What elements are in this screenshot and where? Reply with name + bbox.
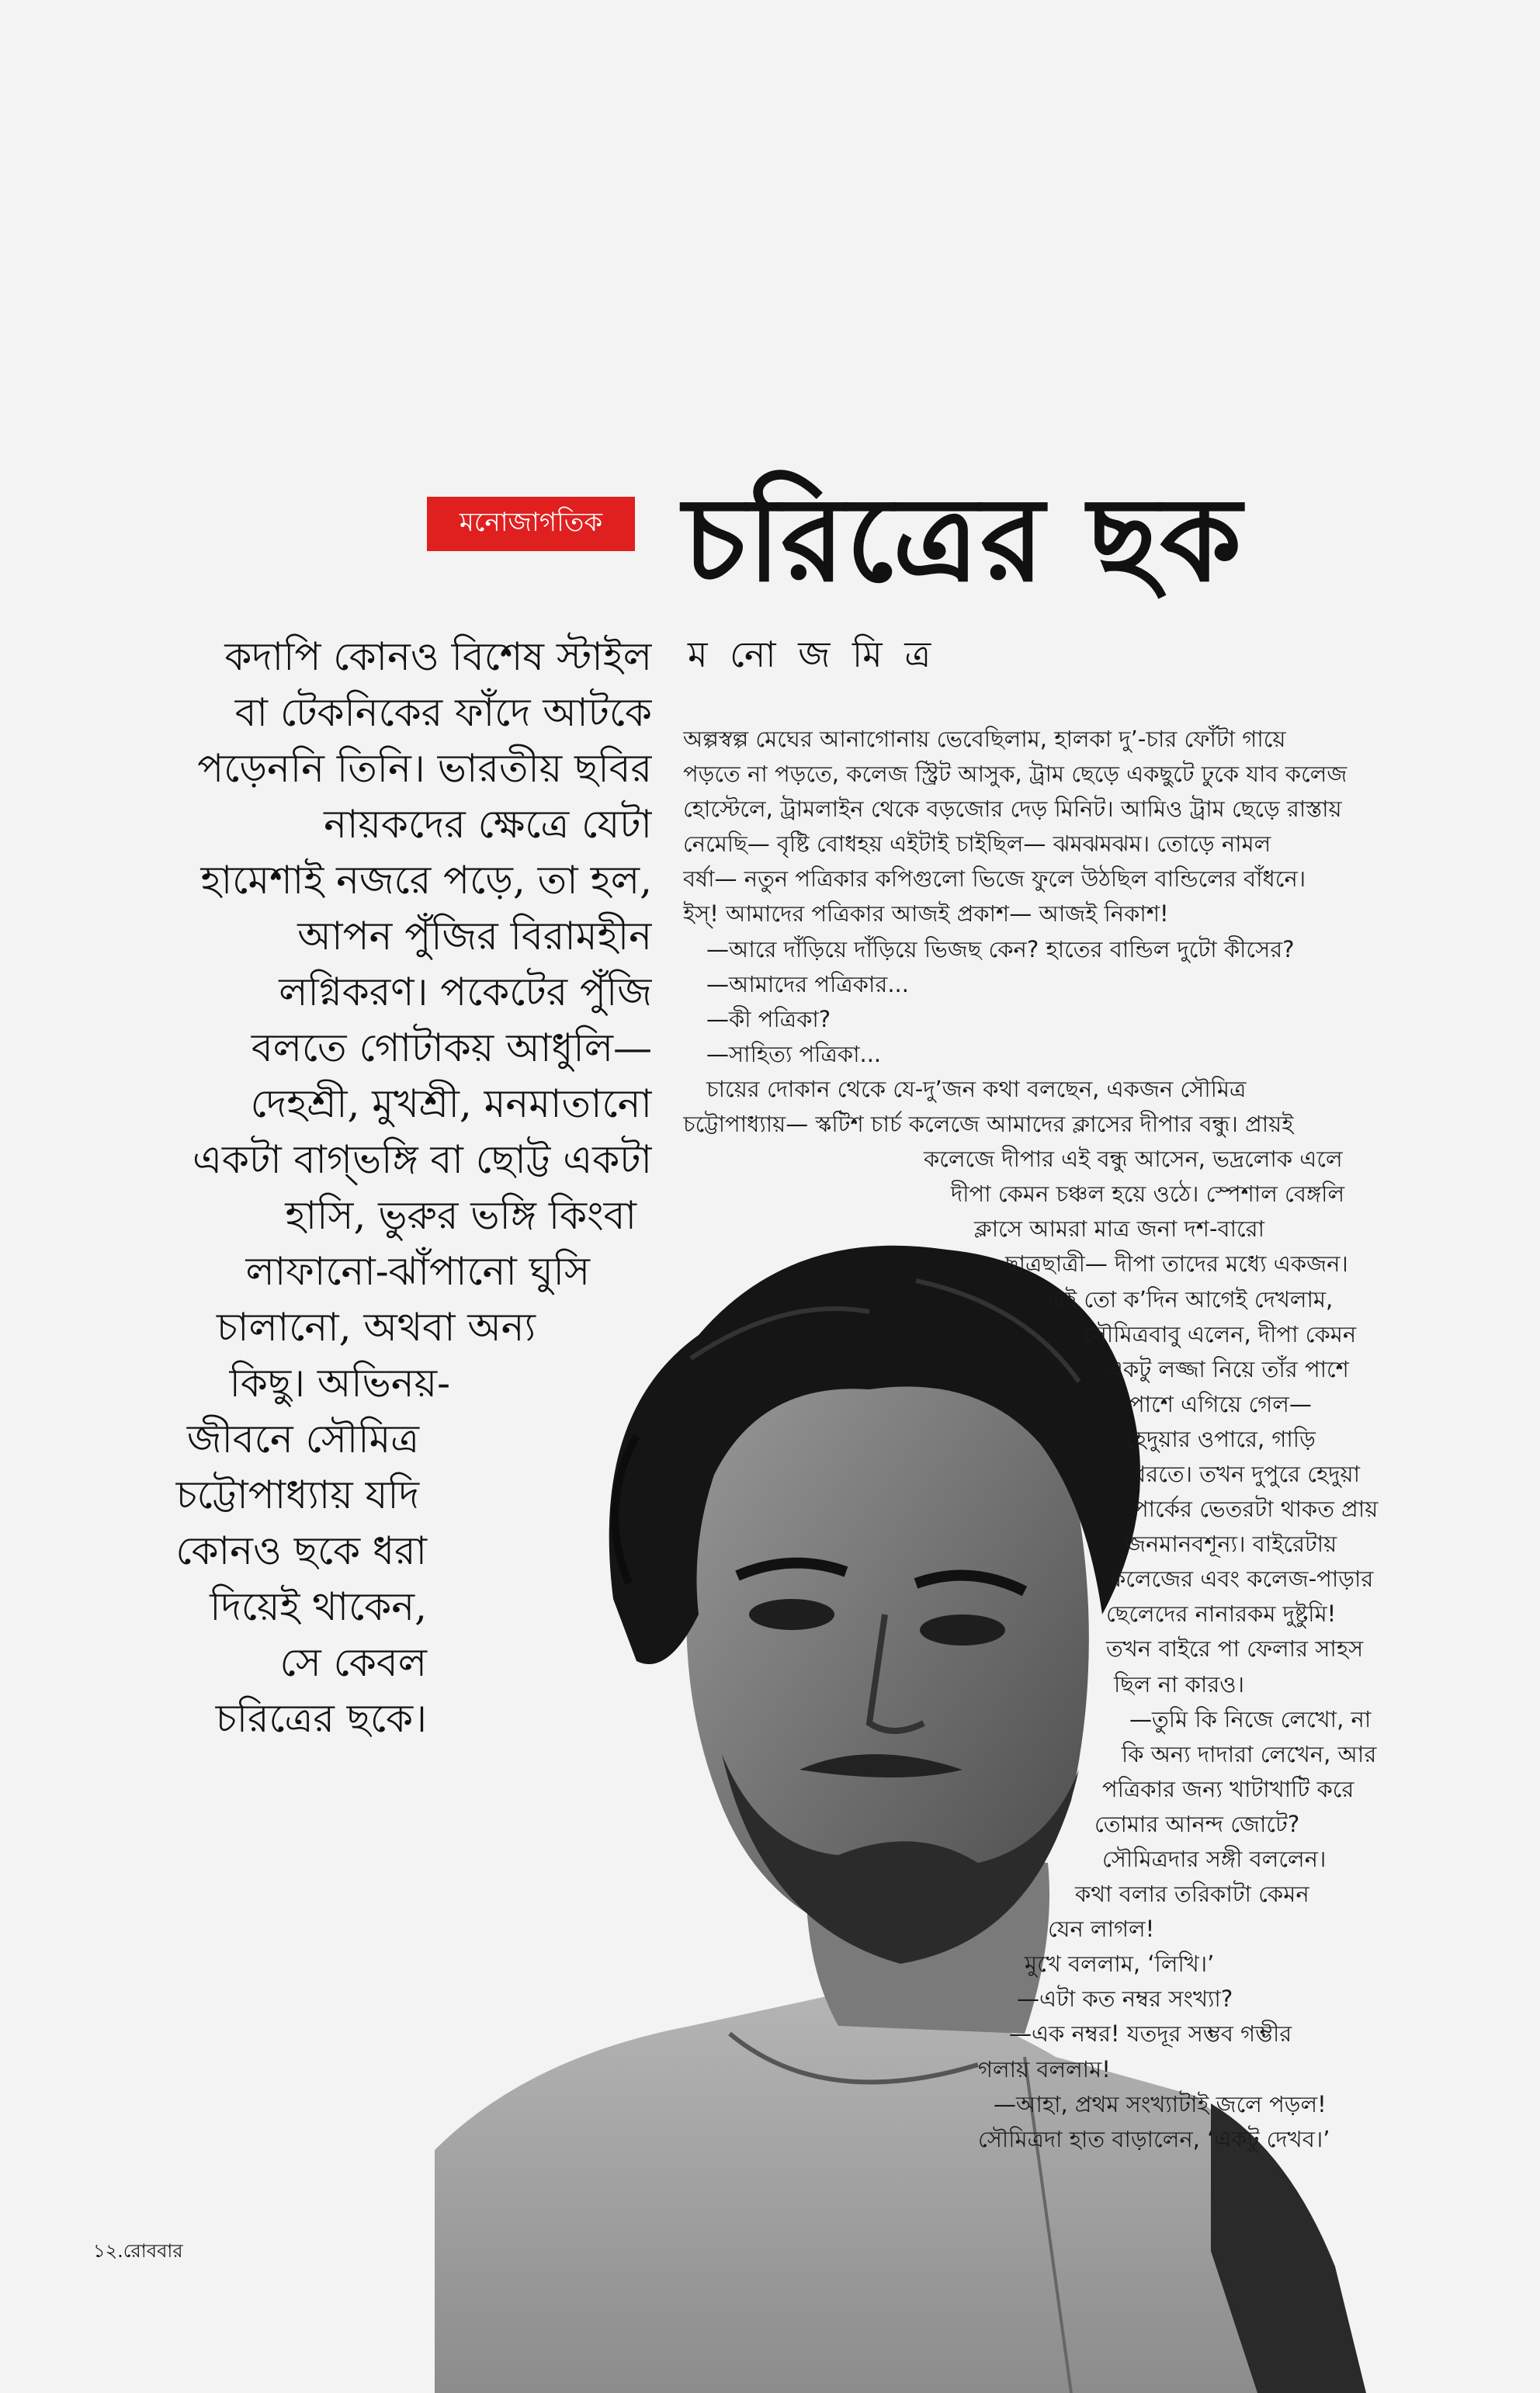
- body-line: মুখে বললাম, ‘লিখি।’: [1025, 1951, 1215, 1978]
- article-title: চরিত্রের ছক: [683, 471, 1243, 608]
- body-line: জনমানবশূন্য। বাইরেটায়: [1126, 1531, 1337, 1558]
- page-folio: ১২.রোববার: [93, 2240, 183, 2262]
- pull-quote-line: পড়েননি তিনি। ভারতীয় ছবির: [197, 746, 652, 791]
- pull-quote-line: আপন পুঁজির বিরামহীন: [297, 914, 652, 959]
- pull-quote-line: সে কেবল: [279, 1640, 427, 1685]
- body-line: —এটা কত নম্বর সংখ্যা?: [1017, 1985, 1233, 2013]
- pull-quote-line: কোনও ছকে ধরা: [175, 1528, 427, 1573]
- pull-quote-line: হাসি, ভুরুর ভঙ্গি কিংবা: [285, 1193, 636, 1238]
- pull-quote-line: কিছু। অভিনয়-: [229, 1361, 450, 1406]
- body-line: অল্পস্বল্প মেঘের আনাগোনায় ভেবেছিলাম, হালকা দু’-চার ফোঁটা গায়ে: [683, 726, 1286, 752]
- pull-quote-line: দিয়েই থাকেন,: [210, 1584, 427, 1629]
- body-line: নেমেছি— বৃষ্টি বোধহয় এইটাই চাইছিল— ঝমঝমঝম। তোড়ে নামল: [683, 831, 1271, 858]
- pull-quote-line: বলতে গোটাকয় আধুলি—: [251, 1025, 652, 1070]
- section-tag: মনোজাগতিক: [427, 497, 635, 551]
- body-line: ছিল না কারও।: [1114, 1670, 1244, 1698]
- body-line: ছাত্রছাত্রী— দীপা তাদের মধ্যে একজন।: [1005, 1250, 1348, 1278]
- body-line: পত্রিকার জন্য খাটাখাটি করে: [1102, 1775, 1354, 1802]
- pull-quote-line: জীবনে সৌমিত্র: [186, 1417, 419, 1462]
- body-line: ক্লাসে আমরা মাত্র জনা দশ-বারো: [974, 1216, 1264, 1243]
- body-line: —কী পত্রিকা?: [706, 1005, 831, 1032]
- body-line: দীপা কেমন চঞ্চল হয়ে ওঠে। স্পেশাল বেঙ্গলি: [951, 1181, 1345, 1208]
- pull-quote-line: লাফানো-ঝাঁপানো ঘুসি: [245, 1249, 590, 1294]
- pull-quote-line: চরিত্রের ছকে।: [215, 1696, 427, 1741]
- body-line: —আমাদের পত্রিকার...: [706, 970, 909, 997]
- pull-quote-line: চালানো, অথবা অন্য: [216, 1305, 536, 1350]
- body-line: চট্টোপাধ্যায়— স্কটিশ চার্চ কলেজে আমাদের ক্লাসের দীপার বন্ধু। প্রায়ই: [683, 1111, 1294, 1138]
- pull-quote: [124, 629, 652, 1824]
- body-line: কথা বলার তরিকাটা কেমন: [1075, 1881, 1309, 1908]
- body-line: চায়ের দোকান থেকে যে-দু’জন কথা বলছেন, একজন সৌমিত্র: [706, 1075, 1247, 1102]
- body-line: কি অন্য দাদারা লেখেন, আর: [1122, 1740, 1377, 1767]
- author-byline: ম নো জ মি ত্র: [688, 633, 931, 675]
- pull-quote-line: লগ্নিকরণ। পকেটের পুঁজি: [279, 969, 652, 1014]
- body-line: ধরতে। তখন দুপুরে হেদুয়া: [1133, 1460, 1361, 1487]
- pull-quote-line: চট্টোপাধ্যায় যদি: [175, 1472, 419, 1517]
- body-line: —সাহিত্য পত্রিকা...: [706, 1040, 882, 1067]
- pull-quote-line: নায়কদের ক্ষেত্রে যেটা: [324, 802, 652, 847]
- body-line: একটু লজ্জা নিয়ে তাঁর পাশে: [1106, 1355, 1349, 1382]
- body-line: পার্কের ভেতরটা থাকত প্রায়: [1133, 1496, 1379, 1523]
- body-line: ছেলেদের নানারকম দুষ্টুমি!: [1106, 1601, 1337, 1628]
- body-line: ইস্‌! আমাদের পত্রিকার আজই প্রকাশ— আজই নিকাশ!: [683, 900, 1169, 928]
- body-line: সৌমিত্রদা হাত বাড়ালেন, ‘একটু দেখব।’: [978, 2125, 1330, 2152]
- body-line: —তুমি কি নিজে লেখো, না: [1129, 1705, 1372, 1732]
- body-line: কলেজে দীপার এই বন্ধু আসেন, ভদ্রলোক এলে: [924, 1146, 1343, 1173]
- pull-quote-line: বা টেকনিকের ফাঁদে আটকে: [234, 690, 652, 735]
- body-line: যেন লাগল!: [1048, 1916, 1155, 1943]
- pull-quote-line: হামেশাই নজরে পড়ে, তা হল,: [200, 858, 652, 903]
- body-line: এই তো ক’দিন আগেই দেখলাম,: [1048, 1285, 1334, 1313]
- body-line: তখন বাইরে পা ফেলার সাহস: [1106, 1635, 1364, 1663]
- pull-quote-line: কদাপি কোনও বিশেষ স্টাইল: [224, 634, 652, 679]
- body-line: —আরে দাঁড়িয়ে দাঁড়িয়ে ভিজছ কেন? হাতের বান্ডিল দুটো কীসের?: [706, 935, 1295, 962]
- body-line: সৌমিত্রদার সঙ্গী বললেন।: [1102, 1846, 1327, 1872]
- body-line: পাশে এগিয়ে গেল—: [1129, 1390, 1312, 1417]
- pull-quote-line: দেহশ্রী, মুখশ্রী, মনমাতানো: [250, 1081, 652, 1126]
- body-line: —এক নম্বর! যতদূর সম্ভব গম্ভীর: [1009, 2020, 1292, 2048]
- body-line: সৌমিত্রবাবু এলেন, দীপা কেমন: [1083, 1320, 1357, 1347]
- body-line: তোমার আনন্দ জোটে?: [1094, 1810, 1300, 1837]
- body-line: হোস্টেলে, ট্রামলাইন থেকে বড়জোর দেড় মিনিট। আমিও ট্রাম ছেড়ে রাস্তায়: [683, 796, 1342, 823]
- body-line: —আহা, প্রথম সংখ্যাটাই জলে পড়ল!: [994, 2090, 1327, 2117]
- body-line: পড়তে না পড়তে, কলেজ স্ট্রিট আসুক, ট্রাম ছেড়ে একছুটে ঢুকে যাব কলেজ: [683, 761, 1348, 788]
- pull-quote-line: একটা বাগ্‌ভঙ্গি বা ছোট্ট একটা: [192, 1137, 652, 1182]
- body-line: হেদুয়ার ওপারে, গাড়ি: [1126, 1425, 1316, 1452]
- body-line: কলেজের এবং কলেজ-পাড়ার: [1110, 1566, 1374, 1593]
- article-body: [683, 722, 1475, 2235]
- body-line: গলায় বললাম!: [978, 2055, 1111, 2083]
- body-line: বর্ষা— নতুন পত্রিকার কপিগুলো ভিজে ফুলে উঠছিল বান্ডিলের বাঁধনে।: [683, 865, 1306, 893]
